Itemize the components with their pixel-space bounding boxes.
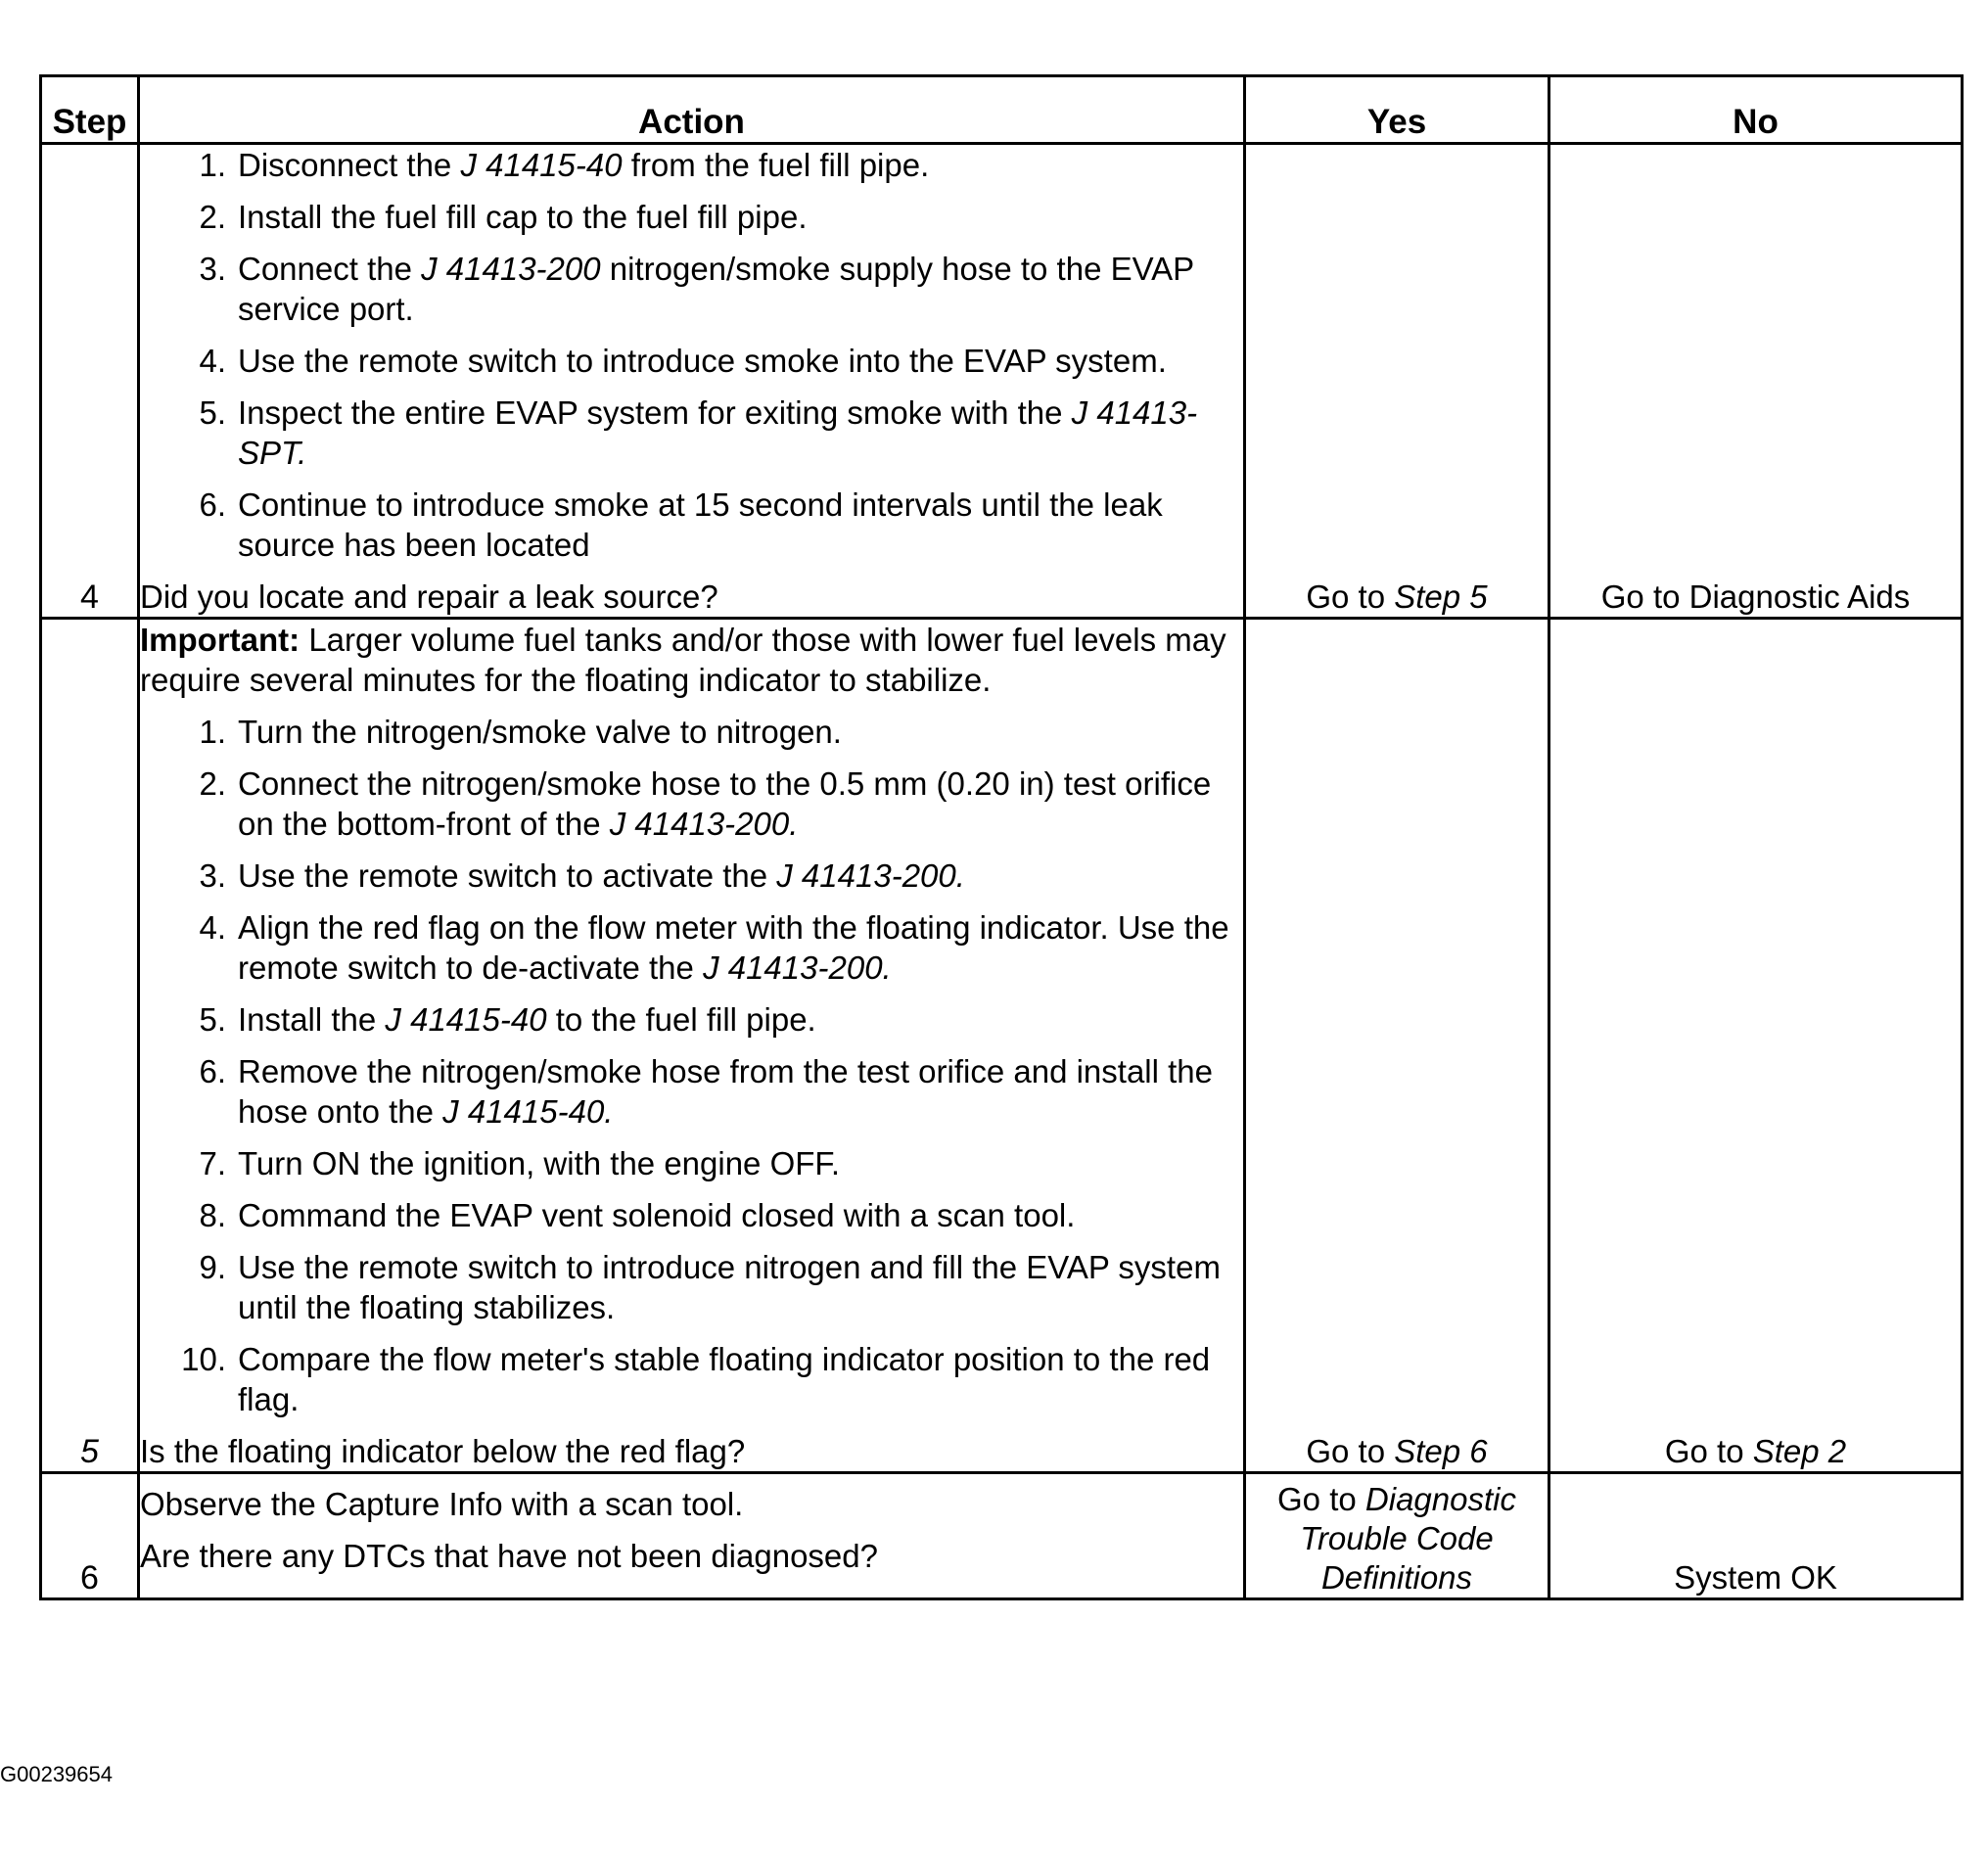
list-item-text-part: Install the [238,1001,386,1038]
list-item-number: 3. [199,857,226,894]
action-cell [139,619,1245,1473]
dtc-definitions-link[interactable]: Diagnostic Trouble Code Definitions [1300,1481,1516,1596]
no-result: System OK [1674,1559,1837,1596]
list-item-number: 4. [199,909,226,946]
table-row-step-4 [41,144,1963,619]
list-item-text-part: to the fuel fill pipe. [546,1001,816,1038]
header-yes: Yes [1245,76,1549,144]
list-item-text-part: Install the fuel fill cap to the fuel fill pipe. [238,199,808,235]
list-item-text-part: Disconnect the [238,147,461,183]
list-item-text-part: Turn ON the ignition, with the engine OFF. [238,1145,841,1181]
yes-prefix: Go to [1277,1481,1365,1517]
list-item-number: 4. [199,343,226,379]
list-item-text [238,712,1243,752]
list-item-text [238,197,1243,237]
list-item-text [238,1051,1243,1132]
instruction-line: Observe the Capture Info with a scan tool. [140,1486,744,1522]
table-row-step-6 [41,1473,1963,1599]
list-item-number: 3. [199,251,226,287]
list-item [140,712,1243,752]
no-cell [1549,1473,1963,1599]
step-number: 5 [41,619,139,1473]
table-row-step-5 [41,619,1963,1473]
step-list [140,145,1243,565]
no-result: Go to Diagnostic Aids [1600,579,1911,615]
list-item-text [238,1143,1243,1183]
list-item-text-part: Command the EVAP vent solenoid closed with a scan tool. [238,1197,1076,1233]
yes-cell [1245,144,1549,619]
header-step: Step [41,76,139,144]
list-item [140,999,1243,1040]
list-item [140,907,1243,988]
list-item-text [238,856,1243,896]
list-item [140,197,1243,237]
list-item-number: 2. [199,765,226,802]
list-item-text [238,393,1243,473]
list-item-text-part: from the fuel fill pipe. [622,147,930,183]
list-item-text [238,485,1243,565]
tool-number: J 41413-200. [609,806,799,842]
list-item-text [238,1247,1243,1327]
tool-number: J 41413-200. [776,857,965,894]
list-item [140,1051,1243,1132]
list-item-text [238,764,1243,844]
important-note [140,620,1243,700]
list-item-text [238,1339,1243,1419]
list-item [140,1247,1243,1327]
yes-cell [1245,1473,1549,1599]
question: Did you locate and repair a leak source? [140,579,718,615]
tool-number: J 41413-SPT. [238,394,1198,471]
list-item [140,1195,1243,1235]
header-no: No [1549,76,1963,144]
diagnostic-table [39,74,1964,1600]
step-reference-link[interactable]: Step 2 [1752,1433,1847,1469]
tool-number: J 41415-40. [442,1093,614,1130]
question: Are there any DTCs that have not been diagnosed? [140,1538,878,1574]
list-item-text [238,1195,1243,1235]
step-reference-link[interactable]: Step 6 [1394,1433,1488,1469]
list-item [140,145,1243,185]
step-list [140,712,1243,1419]
list-item [140,1339,1243,1419]
list-item-text-part: Inspect the entire EVAP system for exiting smoke with the [238,394,1072,431]
yes-prefix: Go to [1306,579,1395,615]
header-action: Action [139,76,1245,144]
list-item-text [238,341,1243,381]
list-item-text-part: Connect the [238,251,422,287]
no-prefix: Go to [1664,1433,1753,1469]
list-item-number: 9. [199,1249,226,1285]
yes-prefix: Go to [1306,1433,1395,1469]
list-item-text-part: Turn the nitrogen/smoke valve to nitrogen. [238,714,842,750]
list-item-text-part: Compare the flow meter's stable floating indicator position to the red flag. [238,1341,1211,1417]
header-row [41,76,1963,144]
list-item-number: 5. [199,1001,226,1038]
list-item-number: 8. [199,1197,226,1233]
list-item [140,1143,1243,1183]
list-item-text-part: Use the remote switch to introduce smoke into the EVAP system. [238,343,1167,379]
tool-number: J 41415-40 [385,1001,547,1038]
list-item-number: 6. [199,486,226,523]
list-item-number: 1. [199,714,226,750]
list-item-text [238,249,1243,329]
list-item-number: 1. [199,147,226,183]
tool-number: J 41415-40 [460,147,623,183]
list-item-text-part: Connect the nitrogen/smoke hose to the 0.5 mm (0.20 in) test orifice on the bottom-front of the [238,765,1212,842]
list-item-text [238,907,1243,988]
list-item-number: 2. [199,199,226,235]
important-label: Important: [140,622,301,658]
step-reference-link[interactable]: Step 5 [1394,579,1488,615]
list-item-text [238,999,1243,1040]
no-cell [1549,144,1963,619]
action-cell [139,1473,1245,1599]
step-number: 6 [41,1473,139,1599]
list-item-number: 10. [181,1341,226,1377]
yes-cell [1245,619,1549,1473]
step-number: 4 [41,144,139,619]
list-item [140,764,1243,844]
list-item-text-part: nitrogen/smoke supply hose to the EVAP service port. [238,251,1194,327]
list-item-text [238,145,1243,185]
tool-number: J 41413-200. [703,949,892,986]
list-item-text-part: Align the red flag on the flow meter with the floating indicator. Use the remote switch to de-activate the [238,909,1229,986]
list-item-number: 7. [199,1145,226,1181]
list-item-number: 6. [199,1053,226,1089]
list-item [140,856,1243,896]
tool-number: J 41413-200 [421,251,601,287]
list-item-text-part: Continue to introduce smoke at 15 second intervals until the leak source has been located [238,486,1163,563]
list-item-text-part: Use the remote switch to activate the [238,857,777,894]
figure-id: G00239654 [0,1762,113,1786]
list-item [140,393,1243,473]
action-cell [139,144,1245,619]
important-text: Larger volume fuel tanks and/or those with lower fuel levels may require several minutes for the floating indicator to stabilize. [140,622,1226,698]
list-item-text-part: Use the remote switch to introduce nitrogen and fill the EVAP system until the floating stabilizes. [238,1249,1221,1325]
list-item [140,341,1243,381]
question: Is the floating indicator below the red flag? [140,1433,746,1469]
list-item-number: 5. [199,394,226,431]
list-item [140,249,1243,329]
list-item-text-part: Remove the nitrogen/smoke hose from the test orifice and install the hose onto the [238,1053,1214,1130]
no-cell [1549,619,1963,1473]
list-item [140,485,1243,565]
